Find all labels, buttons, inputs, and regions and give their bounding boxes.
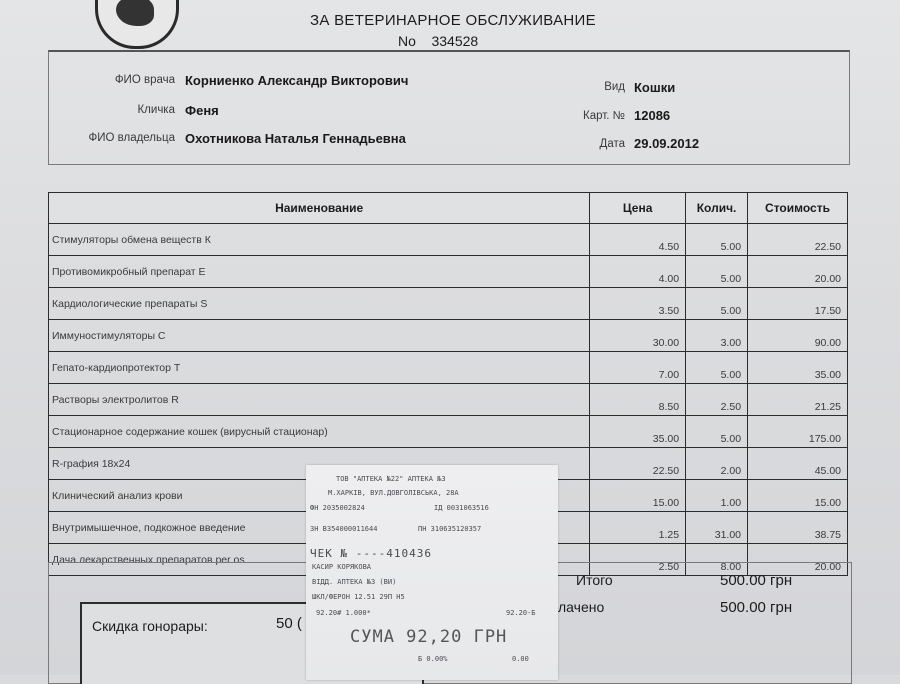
row-price: 1.25 [590, 512, 686, 544]
row-price: 15.00 [590, 480, 686, 512]
row-qty: 5.00 [686, 416, 748, 448]
receipt-line: ФН 2035002824 [310, 504, 365, 512]
row-cost: 45.00 [748, 448, 848, 480]
row-cost: 20.00 [748, 544, 848, 576]
receipt-line: ТОВ "АПТЕКА №22" АПТЕКА №3 [336, 475, 446, 483]
row-name: Дача лекарственных препаратов per os [49, 544, 590, 576]
total-label: Итого [576, 572, 613, 588]
row-price: 35.00 [590, 416, 686, 448]
row-qty: 5.00 [686, 224, 748, 256]
paid-label: лачено [558, 599, 605, 615]
row-qty: 3.00 [686, 320, 748, 352]
receipt-department: ВІДД. АПТЕКА №3 (ВИ) [312, 578, 397, 586]
owner-label: ФИО владельца [88, 132, 175, 144]
row-cost: 90.00 [748, 320, 848, 352]
species-label: Вид [604, 81, 625, 93]
receipt-check-number: ЧЕК № ----410436 [310, 547, 432, 560]
row-qty: 31.00 [686, 512, 748, 544]
receipt-line: ІД 0031063516 [434, 504, 489, 512]
row-price: 30.00 [590, 320, 686, 352]
receipt-item-sum: 92.20-Б [506, 609, 536, 617]
card-label: Карт. № [583, 110, 625, 122]
invoice-number-label: No [398, 33, 416, 49]
row-name: Гепато-кардиопротектор Т [49, 352, 590, 384]
species-value: Кошки [634, 80, 676, 95]
invoice-number [398, 33, 478, 49]
discount-label: Скидка гонорары: [92, 618, 208, 634]
row-cost: 175.00 [748, 416, 848, 448]
row-cost: 17.50 [748, 288, 848, 320]
row-price: 4.00 [590, 256, 686, 288]
row-qty: 8.00 [686, 544, 748, 576]
row-cost: 35.00 [748, 352, 848, 384]
invoice-number-value: 334528 [431, 33, 479, 49]
table-row [49, 256, 848, 288]
row-name: Противомикробный препарат Е [49, 256, 590, 288]
row-cost: 20.00 [748, 256, 848, 288]
receipt-tax-amount: 0.00 [512, 655, 529, 663]
row-qty: 2.50 [686, 384, 748, 416]
row-price: 8.50 [590, 384, 686, 416]
column-header-name: Наименование [49, 193, 590, 224]
row-name: Стимуляторы обмена веществ К [49, 224, 590, 256]
row-name: Иммуностимуляторы С [49, 320, 590, 352]
row-name: Клинический анализ крови [49, 480, 590, 512]
owner-name: Охотникова Наталья Геннадьевна [185, 131, 406, 146]
doctor-name: Корниенко Александр Викторович [185, 73, 409, 88]
receipt-line: М.ХАРКІВ, ВУЛ.ДОВГОЛІВСЬКА, 28А [328, 489, 459, 497]
receipt-cashier: КАСИР КОРЯКОВА [312, 563, 372, 571]
row-qty: 1.00 [686, 480, 748, 512]
receipt-tax-rate: Б 0.00% [418, 655, 448, 663]
receipt-total: СУМА 92,20 ГРН [350, 627, 508, 647]
row-qty: 2.00 [686, 448, 748, 480]
receipt-datetime: ШКЛ/ФЕРОН 12.51 29П Н5 [312, 593, 405, 601]
table-row [49, 288, 848, 320]
invoice-date: 29.09.2012 [634, 136, 700, 151]
card-number: 12086 [634, 108, 671, 123]
row-price: 7.00 [590, 352, 686, 384]
row-price: 4.50 [590, 224, 686, 256]
row-name: Стационарное содержание кошек (вирусный стационар) [49, 416, 590, 448]
table-row [49, 224, 848, 256]
table-row [49, 320, 848, 352]
receipt-item-qty: 92.20# 1.000* [316, 609, 371, 617]
receipt-line: ПН 310635120357 [418, 525, 482, 533]
row-cost: 38.75 [748, 512, 848, 544]
row-name: Внутримышечное, подкожное введение [49, 512, 590, 544]
invoice-title: ЗА ВЕТЕРИНАРНОЕ ОБСЛУЖИВАНИЕ [310, 12, 596, 29]
row-name: Растворы электролитов R [49, 384, 590, 416]
table-row [49, 416, 848, 448]
row-cost: 21.25 [748, 384, 848, 416]
row-cost: 15.00 [748, 480, 848, 512]
row-price: 22.50 [590, 448, 686, 480]
table-row [49, 384, 848, 416]
row-qty: 5.00 [686, 288, 748, 320]
column-header-qty: Колич. [686, 193, 748, 224]
pet-nickname: Феня [185, 103, 219, 118]
discount-value: 50 ( [276, 615, 302, 632]
date-label: Дата [599, 138, 625, 150]
column-header-price: Цена [590, 193, 686, 224]
total-value: 500.00 грн [720, 572, 793, 589]
nickname-label: Кличка [137, 104, 175, 116]
pharmacy-receipt [306, 465, 558, 680]
row-price: 2.50 [590, 544, 686, 576]
row-name: Кардиологические препараты S [49, 288, 590, 320]
table-row [49, 352, 848, 384]
paid-value: 500.00 грн [720, 599, 793, 616]
row-cost: 22.50 [748, 224, 848, 256]
row-qty: 5.00 [686, 352, 748, 384]
receipt-line: ЗН ВЗ54000011644 [310, 525, 378, 533]
row-price: 3.50 [590, 288, 686, 320]
row-qty: 5.00 [686, 256, 748, 288]
doctor-label: ФИО врача [114, 74, 175, 86]
column-header-cost: Стоимость [748, 193, 848, 224]
table-header-row [49, 193, 848, 224]
row-name: R-графия 18х24 [49, 448, 590, 480]
